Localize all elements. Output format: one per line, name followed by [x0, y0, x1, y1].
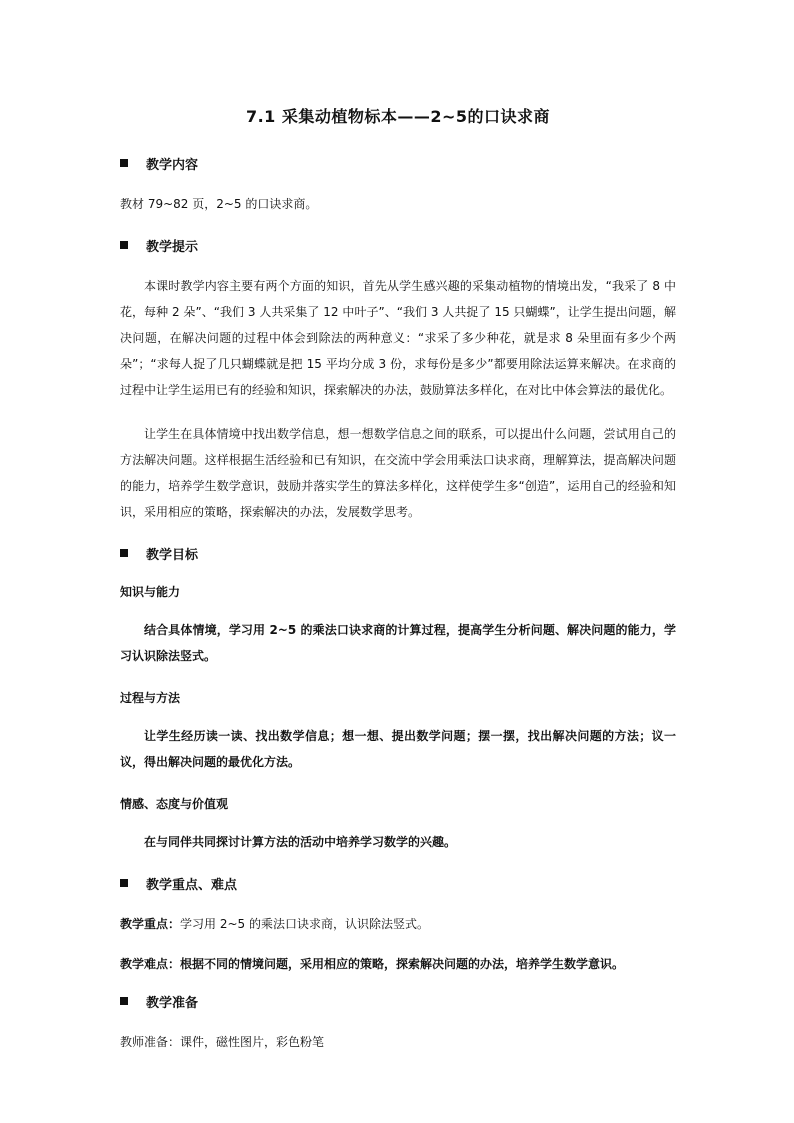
- section-heading-content: [120, 153, 676, 173]
- section-heading-label: 教学准备: [146, 995, 199, 1011]
- process-subheading: 过程与方法: [120, 691, 181, 705]
- section-heading-label: 教学目标: [146, 547, 199, 563]
- key-point-line: [120, 911, 676, 937]
- key-point-text: 学习用 2~5 的乘法口诀求商，认识除法竖式。: [180, 917, 429, 931]
- square-bullet-icon: [120, 549, 128, 557]
- section-heading-prep: [120, 991, 676, 1011]
- square-bullet-icon: [120, 159, 128, 167]
- square-bullet-icon: [120, 241, 128, 249]
- square-bullet-icon: [120, 997, 128, 1005]
- knowledge-paragraph: 结合具体情境，学习用 2~5 的乘法口诀求商的计算过程，提高学生分析问题、解决问题的能力，学习认识除法竖式。: [120, 623, 676, 663]
- section-heading-goals: [120, 543, 676, 563]
- emotion-subheading: 情感、态度与价值观: [120, 797, 229, 811]
- emotion-paragraph: 在与同伴共同探讨计算方法的活动中培养学习数学的兴趣。: [144, 835, 457, 849]
- difficulty-line: 教学难点：根据不同的情境问题，采用相应的策略，探索解决问题的办法，培养学生数学意识。: [120, 957, 625, 971]
- prep-line: 教师准备：课件，磁性图片，彩色粉笔: [120, 1035, 325, 1049]
- hint-paragraph-1: 本课时教学内容主要有两个方面的知识，首先从学生感兴趣的采集动植物的情境出发，“我采了 8 中花，每种 2 朵”、“我们 3 人共采集了 12 中叶子”、“我们 3 人共捉了 15 只蝴蝶”，让学生提出问题，解决问题，在解决问题的过程中体会到除法的两种意义：“求采了多少种花，就是求 8 朵里面有多少个两朵”；“求每人捉了几只蝴蝶就是把 15 平均分成 3 份，求每份是多少”都要用除法运算来解决。在求商的过程中让学生运用已有的经验和知识，探索解决的办法，鼓励算法多样化，在对比中体会算法的最优化。: [120, 279, 676, 397]
- process-paragraph: 让学生经历读一读、找出数学信息；想一想、提出数学问题；摆一摆，找出解决问题的方法；议一议，得出解决问题的最优化方法。: [120, 729, 676, 769]
- square-bullet-icon: [120, 879, 128, 887]
- document-title: 7.1 采集动植物标本——2~5的口诀求商: [245, 107, 551, 126]
- key-point-label: 教学重点：: [120, 917, 181, 931]
- hint-paragraph-2: 让学生在具体情境中找出数学信息，想一想数学信息之间的联系，可以提出什么问题，尝试用自己的方法解决问题。这样根据生活经验和已有知识，在交流中学会用乘法口诀求商，理解算法，提高解决问题的能力，培养学生数学意识，鼓励并落实学生的算法多样化，这样使学生多“创造”，运用自己的经验和知识，采用相应的策略，探索解决的办法，发展数学思考。: [120, 427, 676, 519]
- section-heading-label: 教学重点、难点: [146, 877, 238, 893]
- section-heading-label: 教学提示: [146, 239, 199, 255]
- section-heading-label: 教学内容: [146, 157, 199, 173]
- section-heading-hint: [120, 235, 676, 255]
- section-heading-keypoints: [120, 873, 676, 893]
- knowledge-subheading: 知识与能力: [120, 585, 181, 599]
- content-paragraph: 教材 79~82 页，2~5 的口诀求商。: [120, 197, 318, 211]
